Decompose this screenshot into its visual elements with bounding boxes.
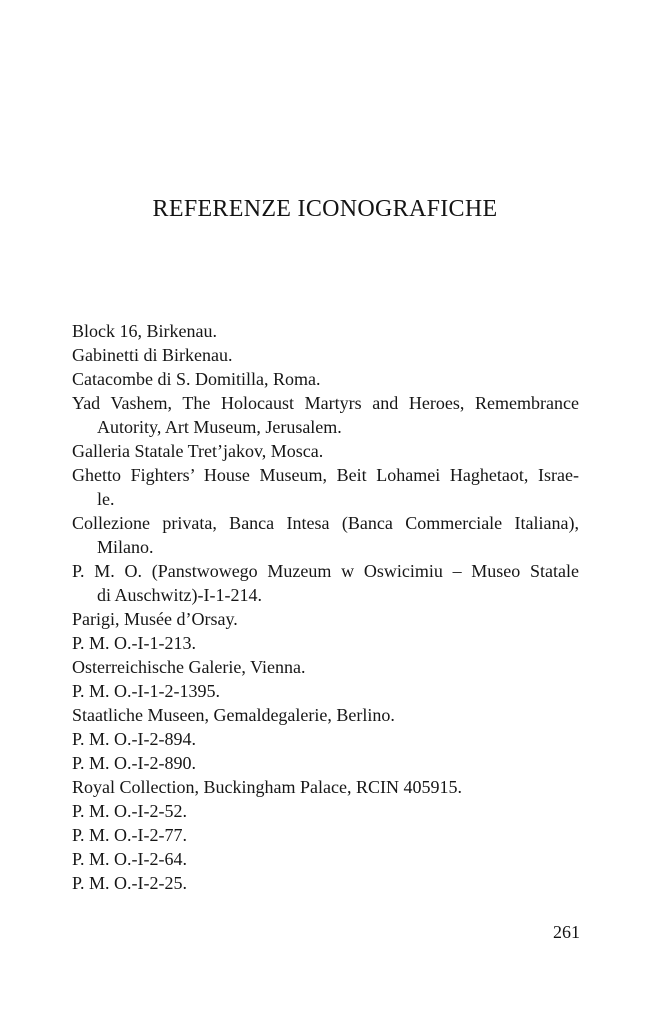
reference-entry bbox=[72, 607, 579, 631]
reference-entry bbox=[72, 847, 579, 871]
reference-line: P. M. O. (Panstwowego Muzeum w Oswicimiu – Museo Statale bbox=[72, 561, 579, 581]
reference-entry bbox=[72, 367, 579, 391]
reference-entry bbox=[72, 655, 579, 679]
reference-line: Yad Vashem, The Holocaust Martyrs and Heroes, Remembrance bbox=[72, 393, 579, 413]
reference-entry bbox=[72, 559, 579, 607]
reference-entry bbox=[72, 775, 579, 799]
reference-line: P. M. O.-I-2-52. bbox=[72, 801, 187, 821]
reference-line: Staatliche Museen, Gemaldegalerie, Berlino. bbox=[72, 705, 395, 725]
reference-entry bbox=[72, 727, 579, 751]
reference-entry bbox=[72, 343, 579, 367]
reference-line: Ghetto Fighters’ House Museum, Beit Lohamei Haghetaot, Israe- bbox=[72, 465, 579, 485]
reference-line: di Auschwitz)-I-1-214. bbox=[97, 585, 262, 605]
reference-line: P. M. O.-I-1-213. bbox=[72, 633, 196, 653]
reference-entry bbox=[72, 631, 579, 655]
reference-entry bbox=[72, 511, 579, 559]
reference-line: Milano. bbox=[97, 537, 154, 557]
reference-line: Galleria Statale Tret’jakov, Mosca. bbox=[72, 441, 324, 461]
reference-entry bbox=[72, 703, 579, 727]
reference-line: le. bbox=[97, 489, 115, 509]
reference-line: Block 16, Birkenau. bbox=[72, 321, 217, 341]
reference-line: Gabinetti di Birkenau. bbox=[72, 345, 233, 365]
reference-entry bbox=[72, 463, 579, 511]
reference-list bbox=[72, 319, 579, 895]
reference-line: P. M. O.-I-2-890. bbox=[72, 753, 196, 773]
reference-line: P. M. O.-I-2-77. bbox=[72, 825, 187, 845]
reference-line: Royal Collection, Buckingham Palace, RCIN 405915. bbox=[72, 777, 462, 797]
reference-line: Autority, Art Museum, Jerusalem. bbox=[97, 417, 342, 437]
reference-entry bbox=[72, 319, 579, 343]
reference-line: Collezione privata, Banca Intesa (Banca Commerciale Italiana), bbox=[72, 513, 579, 533]
reference-entry bbox=[72, 871, 579, 895]
page-title: REFERENZE ICONOGRAFICHE bbox=[152, 196, 498, 222]
reference-entry bbox=[72, 799, 579, 823]
reference-entry bbox=[72, 823, 579, 847]
reference-entry bbox=[72, 679, 579, 703]
reference-line: P. M. O.-I-2-64. bbox=[72, 849, 187, 869]
reference-line: Osterreichische Galerie, Vienna. bbox=[72, 657, 306, 677]
reference-entry bbox=[72, 391, 579, 439]
reference-entry bbox=[72, 439, 579, 463]
reference-entry bbox=[72, 751, 579, 775]
reference-line: P. M. O.-I-2-25. bbox=[72, 873, 187, 893]
reference-line: Catacombe di S. Domitilla, Roma. bbox=[72, 369, 321, 389]
reference-line: P. M. O.-I-1-2-1395. bbox=[72, 681, 220, 701]
page-number: 261 bbox=[553, 922, 580, 942]
reference-line: P. M. O.-I-2-894. bbox=[72, 729, 196, 749]
reference-line: Parigi, Musée d’Orsay. bbox=[72, 609, 238, 629]
